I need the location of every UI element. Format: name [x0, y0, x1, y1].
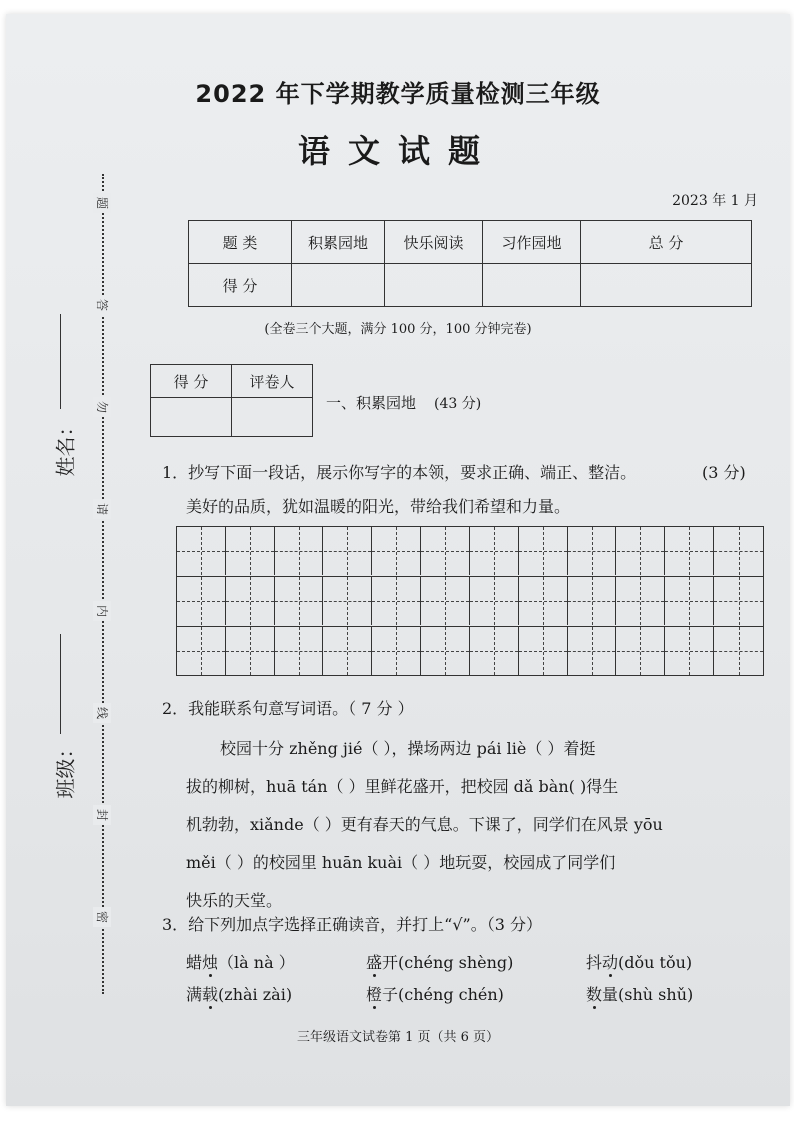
binding-char: 线	[93, 703, 111, 723]
score-table	[188, 220, 752, 307]
question-3-text: 3．给下列加点字选择正确读音，并打上“√”。（3 分）	[162, 915, 543, 934]
class-blank[interactable]	[60, 634, 61, 734]
grader-header-reviewer: 评卷人	[232, 365, 313, 398]
grid-cell[interactable]	[470, 527, 519, 575]
grid-cell[interactable]	[324, 577, 373, 625]
grid-cell[interactable]	[568, 577, 617, 625]
question-1	[162, 460, 746, 483]
grid-cell[interactable]	[275, 627, 324, 675]
grader-score-cell[interactable]	[151, 398, 232, 437]
exam-note: (全卷三个大题，满分 100 分，100 分钟完卷)	[264, 322, 532, 337]
question-2-line: 拔的柳树，huā tán（ ）里鲜花盛开，把校园 dǎ bàn( )得生	[186, 777, 619, 796]
exam-date: 2023 年 1 月	[672, 193, 758, 209]
grid-cell[interactable]	[617, 527, 666, 575]
grid-cell[interactable]	[372, 577, 421, 625]
grid-cell[interactable]	[665, 627, 714, 675]
grid-cell[interactable]	[665, 527, 714, 575]
grid-cell[interactable]	[177, 577, 226, 625]
section-title: 一、积累园地	[326, 394, 417, 412]
binding-char: 封	[93, 805, 111, 825]
word-char: 量	[602, 985, 619, 1004]
binding-char: 请	[93, 499, 111, 519]
score-header-writing: 习作园地	[483, 221, 581, 264]
score-cell[interactable]	[483, 264, 581, 307]
grid-row	[177, 527, 763, 577]
page-footer: 三年级语文试卷第 1 页（共 6 页）	[296, 1030, 500, 1045]
grid-cell[interactable]	[226, 577, 275, 625]
exam-subtitle: 语文试题	[297, 132, 498, 170]
grid-cell[interactable]	[470, 577, 519, 625]
grid-cell[interactable]	[665, 577, 714, 625]
grid-cell[interactable]	[617, 627, 666, 675]
question-1-passage: 美好的品质，犹如温暖的阳光，带给我们希望和力量。	[186, 497, 571, 516]
grid-cell[interactable]	[421, 577, 470, 625]
grid-cell[interactable]	[177, 627, 226, 675]
pinyin-item	[586, 982, 693, 1005]
question-2-text: 2．我能联系句意写词语。（ 7 分 ）	[162, 699, 414, 718]
word-char: 开	[382, 953, 399, 972]
pinyin-options[interactable]: (zhài zài)	[218, 985, 293, 1004]
class-label: 班级：	[53, 738, 78, 799]
exam-title: 2022 年下学期教学质量检测三年级	[195, 80, 601, 108]
grid-cell[interactable]	[421, 627, 470, 675]
dotted-char: 载	[202, 985, 219, 1004]
grid-cell[interactable]	[177, 527, 226, 575]
question-2-line: 快乐的天堂。	[186, 891, 283, 910]
score-cell[interactable]	[292, 264, 385, 307]
binding-char: 答	[93, 295, 111, 315]
pinyin-options[interactable]: (chéng shèng)	[398, 953, 514, 972]
grid-cell[interactable]	[470, 627, 519, 675]
question-2-line: měi（ ）的校园里 huān kuài（ ）地玩耍，校园成了同学们	[186, 853, 616, 872]
score-row-label: 得 分	[189, 264, 292, 307]
score-cell[interactable]	[385, 264, 483, 307]
pinyin-options[interactable]: (chéng chén)	[398, 985, 504, 1004]
grid-cell[interactable]	[372, 627, 421, 675]
pinyin-options[interactable]: （là nà ）	[218, 953, 295, 972]
grid-row	[177, 577, 763, 627]
section-points: (43 分)	[434, 396, 482, 412]
grid-row	[177, 627, 763, 677]
grid-cell[interactable]	[275, 577, 324, 625]
grader-table	[150, 364, 313, 437]
dotted-char: 动	[602, 953, 619, 972]
score-header-reading: 快乐阅读	[385, 221, 483, 264]
question-2-line: 校园十分 zhěng jié（ ），操场两边 pái liè（ ）着挺	[220, 739, 596, 758]
grid-cell[interactable]	[421, 527, 470, 575]
word-char: 抖	[586, 953, 603, 972]
binding-char: 题	[93, 193, 111, 213]
binding-char: 内	[93, 601, 111, 621]
grid-cell[interactable]	[275, 527, 324, 575]
pinyin-item	[586, 950, 692, 973]
word-char: 蜡	[186, 953, 203, 972]
question-1-text: 1．抄写下面一段话，展示你写字的本领，要求正确、端正、整洁。	[162, 463, 637, 482]
score-header-accumulation: 积累园地	[292, 221, 385, 264]
pinyin-options[interactable]: (dǒu tǒu)	[618, 953, 693, 972]
pinyin-options[interactable]: (shù shǔ)	[618, 985, 694, 1004]
pinyin-item	[366, 982, 504, 1005]
dotted-char: 烛	[202, 953, 219, 972]
grid-cell[interactable]	[372, 527, 421, 575]
score-header-total: 总 分	[581, 221, 752, 264]
writing-grid[interactable]	[176, 526, 764, 676]
score-header-category: 题 类	[189, 221, 292, 264]
name-label: 姓名：	[53, 416, 78, 477]
pinyin-item	[186, 982, 292, 1005]
word-char: 满	[186, 985, 203, 1004]
grid-cell[interactable]	[324, 627, 373, 675]
section-heading	[326, 392, 481, 413]
score-cell[interactable]	[581, 264, 752, 307]
grid-cell[interactable]	[568, 527, 617, 575]
dotted-char: 盛	[366, 953, 383, 972]
word-char: 子	[382, 985, 399, 1004]
binding-char: 密	[93, 907, 111, 927]
grid-cell[interactable]	[226, 627, 275, 675]
question-1-points: (3 分)	[702, 463, 746, 482]
grid-cell[interactable]	[714, 577, 763, 625]
grid-cell[interactable]	[568, 627, 617, 675]
pinyin-item	[366, 950, 513, 973]
grid-cell[interactable]	[519, 627, 568, 675]
grader-reviewer-cell[interactable]	[232, 398, 313, 437]
exam-paper	[6, 14, 790, 1106]
dotted-char: 橙	[366, 985, 383, 1004]
binding-char: 勿	[93, 397, 111, 417]
question-2-line: 机勃勃，xiǎnde（ ）更有春天的气息。下课了，同学们在风景 yōu	[186, 815, 663, 834]
grid-cell[interactable]	[519, 527, 568, 575]
grid-cell[interactable]	[226, 527, 275, 575]
grid-cell[interactable]	[714, 627, 763, 675]
grid-cell[interactable]	[324, 527, 373, 575]
grid-cell[interactable]	[617, 577, 666, 625]
dotted-char: 数	[586, 985, 603, 1004]
grid-cell[interactable]	[519, 577, 568, 625]
grid-cell[interactable]	[714, 527, 763, 575]
pinyin-item	[186, 950, 295, 973]
grader-header-score: 得 分	[151, 365, 232, 398]
